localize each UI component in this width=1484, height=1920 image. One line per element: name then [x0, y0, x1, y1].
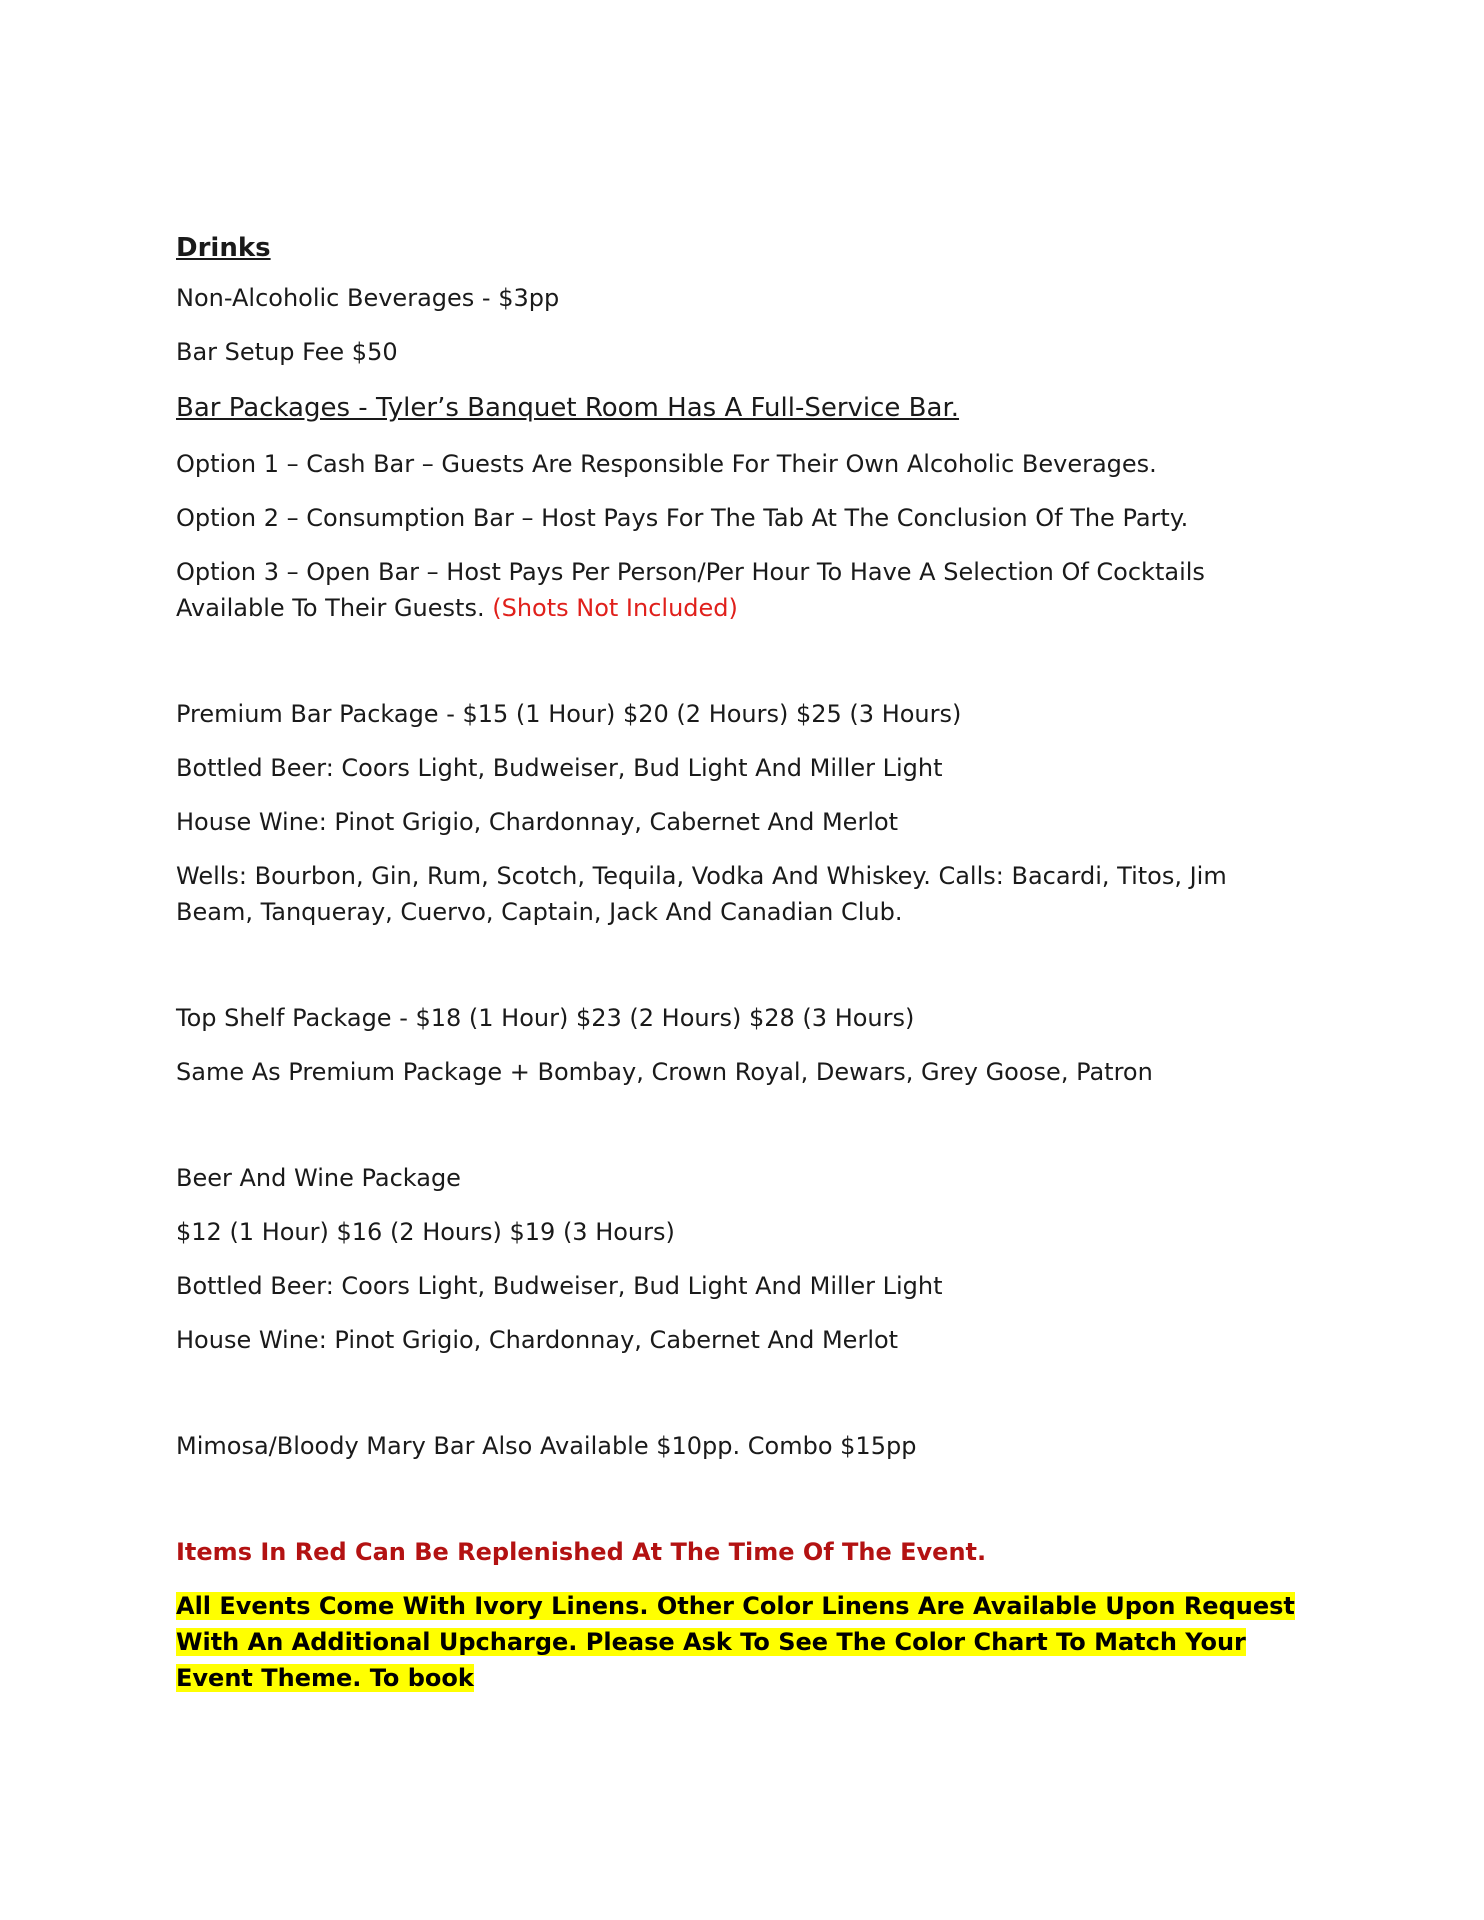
document-page — [176, 226, 1296, 1696]
top-shelf-description: Same As Premium Package + Bombay, Crown Royal, Dewars, Grey Goose, Patron — [176, 1058, 1153, 1086]
bar-setup-fee-line: Bar Setup Fee $50 — [176, 338, 398, 366]
option-1-line: Option 1 – Cash Bar – Guests Are Responsible For Their Own Alcoholic Beverages. — [176, 450, 1157, 478]
premium-wine-line: House Wine: Pinot Grigio, Chardonnay, Cabernet And Merlot — [176, 808, 899, 836]
linens-notice-text: All Events Come With Ivory Linens. Other Color Linens Are Available Upon Request With An Additional Upcharge. Please Ask To See The Color Chart To Match Your Event Theme. To book — [176, 1592, 1295, 1692]
premium-spirits-line: Wells: Bourbon, Gin, Rum, Scotch, Tequila, Vodka And Whiskey. Calls: Bacardi, Titos, Jim Beam, Tanqueray, Cuervo, Captain, Jack And Canadian Club. — [176, 862, 1227, 926]
beer-wine-wine-line: House Wine: Pinot Grigio, Chardonnay, Cabernet And Merlot — [176, 1326, 899, 1354]
mimosa-bar-line: Mimosa/Bloody Mary Bar Also Available $10pp. Combo $15pp — [176, 1432, 917, 1460]
premium-beer-line: Bottled Beer: Coors Light, Budweiser, Bud Light And Miller Light — [176, 754, 943, 782]
premium-package-title: Premium Bar Package - $15 (1 Hour) $20 (2 Hours) $25 (3 Hours) — [176, 700, 962, 728]
option-3-text: Option 3 – Open Bar – Host Pays Per Person/Per Hour To Have A Selection Of Cocktails Available To Their Guests. — [176, 558, 1205, 622]
beer-wine-beer-line: Bottled Beer: Coors Light, Budweiser, Bud Light And Miller Light — [176, 1272, 943, 1300]
shots-not-included-note: (Shots Not Included) — [492, 594, 738, 622]
beer-wine-prices: $12 (1 Hour) $16 (2 Hours) $19 (3 Hours) — [176, 1218, 675, 1246]
drinks-heading: Drinks — [176, 233, 271, 263]
beer-wine-package-title: Beer And Wine Package — [176, 1164, 461, 1192]
bar-packages-heading: Bar Packages - Tyler’s Banquet Room Has A Full-Service Bar. — [176, 393, 960, 423]
top-shelf-package-title: Top Shelf Package - $18 (1 Hour) $23 (2 Hours) $28 (3 Hours) — [176, 1004, 915, 1032]
red-items-notice: Items In Red Can Be Replenished At The Time Of The Event. — [176, 1538, 987, 1566]
non-alcoholic-line: Non-Alcoholic Beverages - $3pp — [176, 284, 560, 312]
option-3-line — [176, 554, 1296, 626]
linens-notice — [176, 1588, 1296, 1696]
option-2-line: Option 2 – Consumption Bar – Host Pays For The Tab At The Conclusion Of The Party. — [176, 504, 1189, 532]
